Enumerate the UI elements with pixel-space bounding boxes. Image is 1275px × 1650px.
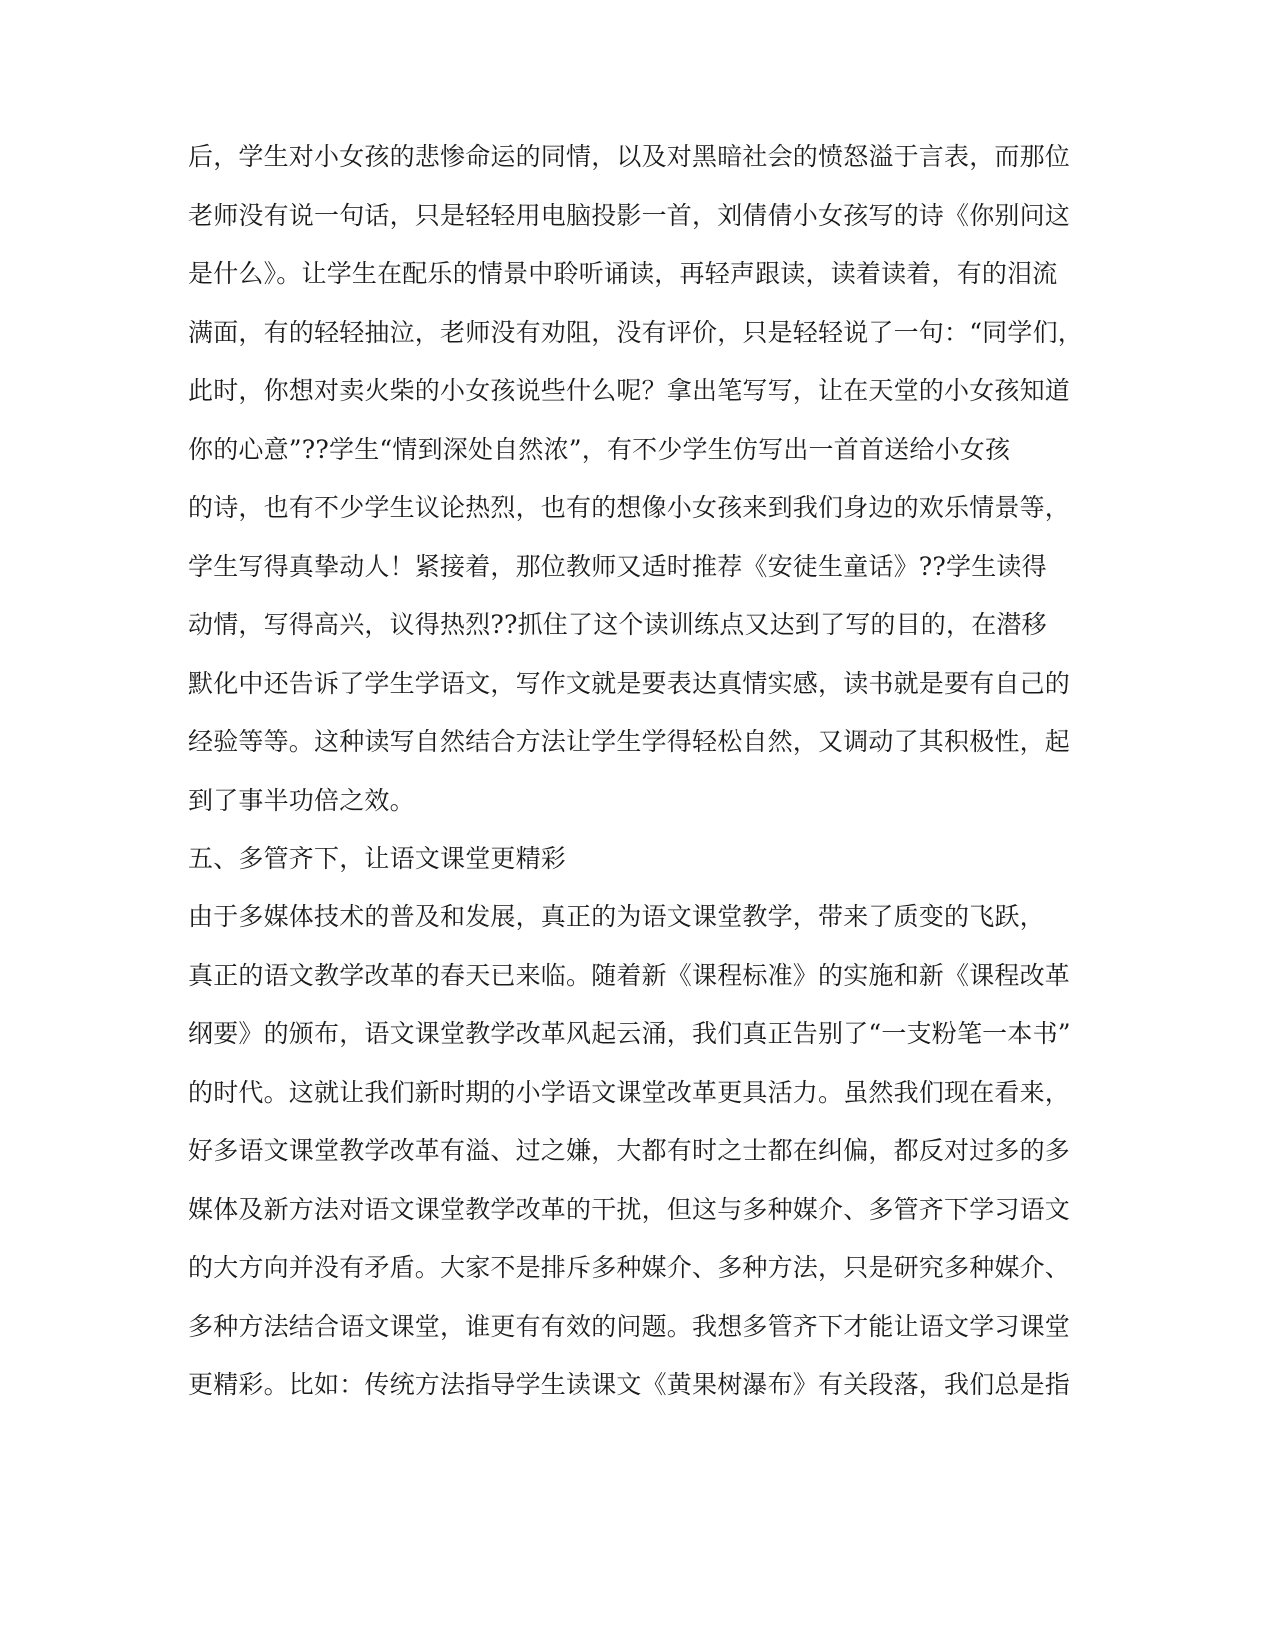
paragraph-2-line-3: 动情，写得高兴，议得热烈??抓住了这个读训练点又达到了写的目的，在潜移 bbox=[188, 610, 1047, 639]
paragraph-4-line-5: 媒体及新方法对语文课堂教学改革的干扰，但这与多种媒介、多管齐下学习语文 bbox=[188, 1195, 1071, 1224]
section-heading: 五、多管齐下，让语文课堂更精彩 bbox=[188, 844, 567, 873]
paragraph-4-line-4: 好多语文课堂教学改革有溢、过之嫌，大都有时之士都在纠偏，都反对过多的多 bbox=[188, 1136, 1071, 1165]
paragraph-4-line-6: 的大方向并没有矛盾。大家不是排斥多种媒介、多种方法，只是研究多种媒介、 bbox=[188, 1253, 1071, 1282]
paragraph-2-line-1: 的诗，也有不少学生议论热烈，也有的想像小女孩来到我们身边的欢乐情景等， bbox=[188, 493, 1071, 522]
paragraph-1-line-2: 老师没有说一句话，只是轻轻用电脑投影一首，刘倩倩小女孩写的诗《你别问这 bbox=[188, 201, 1071, 230]
paragraph-1-line-4: 满面，有的轻轻抽泣，老师没有劝阻，没有评价，只是轻轻说了一句：“同学们， bbox=[188, 318, 1083, 347]
paragraph-2-line-4: 默化中还告诉了学生学语文，写作文就是要表达真情实感，读书就是要有自己的 bbox=[188, 669, 1071, 698]
paragraph-2-line-5: 经验等等。这种读写自然结合方法让学生学得轻松自然，又调动了其积极性，起 bbox=[188, 727, 1071, 756]
paragraph-4-line-3: 的时代。这就让我们新时期的小学语文课堂改革更具活力。虽然我们现在看来， bbox=[188, 1078, 1071, 1107]
paragraph-1-line-6: 你的心意”??学生“情到深处自然浓”，有不少学生仿写出一首首送给小女孩 bbox=[188, 435, 1011, 464]
paragraph-1-line-1: 后，学生对小女孩的悲惨命运的同情，以及对黑暗社会的愤怒溢于言表，而那位 bbox=[188, 142, 1071, 171]
paragraph-4-line-2: 纲要》的颁布，语文课堂教学改革风起云涌，我们真正告别了“一支粉笔一本书” bbox=[188, 1019, 1071, 1048]
paragraph-3-line-1: 由于多媒体技术的普及和发展，真正的为语文课堂教学，带来了质变的飞跃， bbox=[188, 902, 1045, 931]
paragraph-4-line-1: 真正的语文教学改革的春天已来临。随着新《课程标准》的实施和新《课程改革 bbox=[188, 961, 1071, 990]
paragraph-4-line-8: 更精彩。比如：传统方法指导学生读课文《黄果树瀑布》有关段落，我们总是指 bbox=[188, 1370, 1071, 1399]
paragraph-2-line-6: 到了事半功倍之效。 bbox=[188, 786, 415, 815]
paragraph-1-line-5: 此时，你想对卖火柴的小女孩说些什么呢？拿出笔写写，让在天堂的小女孩知道 bbox=[188, 376, 1071, 405]
paragraph-2-line-2: 学生写得真挚动人！紧接着，那位教师又适时推荐《安徒生童话》??学生读得 bbox=[188, 552, 1047, 581]
paragraph-4-line-7: 多种方法结合语文课堂，谁更有有效的问题。我想多管齐下才能让语文学习课堂 bbox=[188, 1312, 1071, 1341]
paragraph-1-line-3: 是什么》。让学生在配乐的情景中聆听诵读，再轻声跟读，读着读着，有的泪流 bbox=[188, 259, 1058, 288]
